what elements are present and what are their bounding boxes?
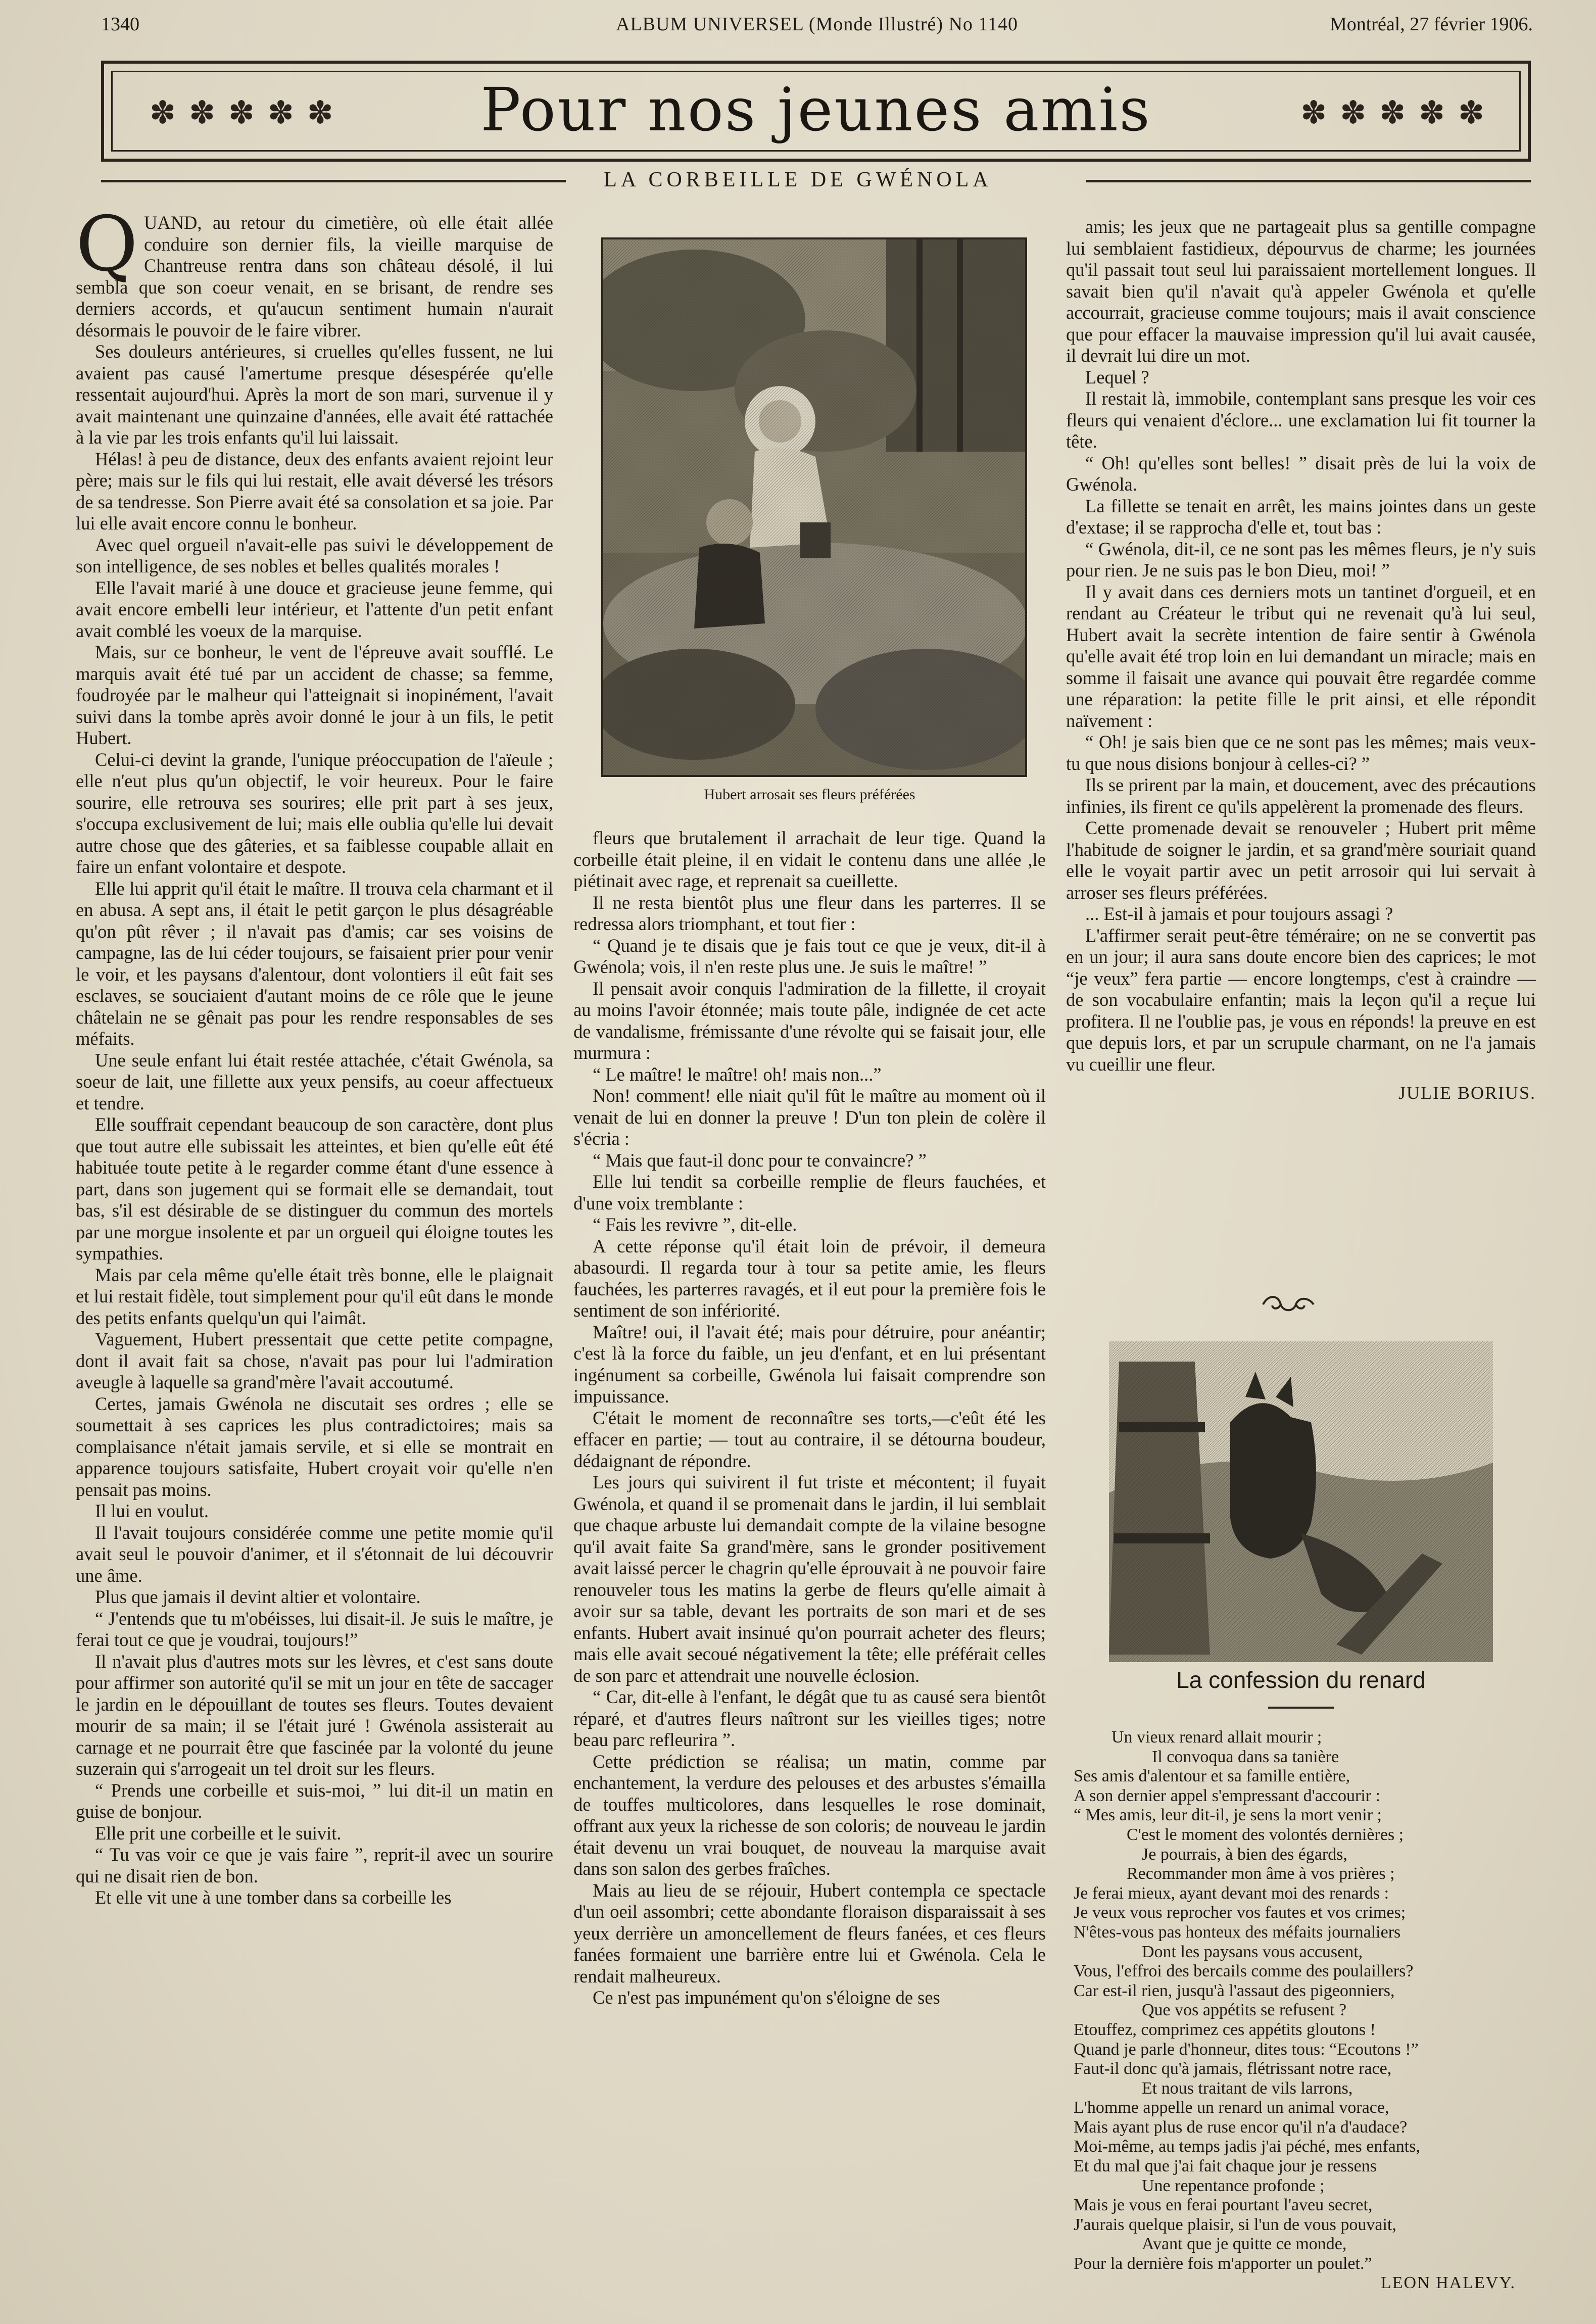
illustration-fox [1109, 1341, 1493, 1662]
story-paragraph: amis; les jeux que ne partageait plus sa gentille compagne lui semblaient fastidieux, dépourvus de charme; les journées qu'il passait tout seul lui paraissaient mortellement longues. Il savait bien qu'il n'avait qu'à appeler Gwénola et qu'elle accourrait, gracieuse comme toujours; mais il avait conscience que pour effacer la mauvaise impression qu'il lui avait causée, il devrait lui dire un mot. [1066, 216, 1536, 366]
poem-line: L'homme appelle un renard un animal vorace, [1074, 2098, 1389, 2117]
poem-line: Et du mal que j'ai fait chaque jour je ressens [1074, 2157, 1377, 2176]
poem-line: Avant que je quitte ce monde, [1142, 2235, 1347, 2254]
poem-line: Mais ayant plus de ruse encor qu'il n'a d'audace? [1074, 2117, 1408, 2137]
story-paragraph: Mais au lieu de se réjouir, Hubert contempla ce spectacle d'un oeil assombri; cette abondante floraison disparaissait à ses yeux derrière un amoncellement de fleurs fanées, et ces fleurs fanées formaient une barrière entre lui et Gwénola. Cela le rendait malheureux. [573, 1879, 1046, 1987]
poem-title: La confession du renard [1176, 1667, 1426, 1693]
story-paragraph: Il n'avait plus d'autres mots sur les lèvres, et c'est sans doute pour affirmer son autorité qu'il se mit un jour en tête de saccager le jardin en le dépouillant de toutes ses fleurs. Toutes devaient mourir de sa main; il se l'était juré ! Gwénola assisterait au carnage et ne pourrait être que fascinée par la volonté du jeune suzerain qui s'arrogeait un tel droit sur les fleurs. [76, 1651, 553, 1779]
engraving-fox [1109, 1341, 1493, 1662]
fleuron-ornament-left: ✽✽✽✽✽ [150, 94, 347, 131]
story-paragraph: Il restait là, immobile, contemplant sans presque les voir ces fleurs qui venaient d'éclore... une exclamation lui fit tourner la tête. [1066, 388, 1536, 452]
poem-signature: LEON HALEVY. [1380, 2273, 1516, 2292]
story-column-1 [76, 201, 553, 2309]
story-paragraph: ... Est-il à jamais et pour toujours assagi ? [1085, 903, 1393, 924]
title-banner [101, 61, 1531, 162]
story-paragraph: Elle lui tendit sa corbeille remplie de fleurs fauchées, et d'une voix tremblante : [573, 1171, 1046, 1214]
story-signature: JULIE BORIUS. [1398, 1083, 1536, 1103]
story-paragraph: “ Gwénola, dit-il, ce ne sont pas les mêmes fleurs, je n'y suis pour rien. Je ne suis pas le bon Dieu, moi! ” [1066, 538, 1536, 580]
story-paragraph: Mais, sur ce bonheur, le vent de l'épreuve avait soufflé. Le marquis avait été tué par un accident de chasse; sa femme, foudroyée par le malheur qui l'atteignait si inopinément, l'avait suivi dans la tombe après avoir donné le jour à un fils, le petit Hubert. [76, 642, 553, 748]
poem-line: Il convoqua dans sa tanière [1152, 1747, 1339, 1766]
drop-cap: Q [76, 201, 138, 288]
story-paragraph: “ Le maître! le maître! oh! mais non...” [593, 1063, 882, 1085]
poem-line: Vous, l'effroi des bercails comme des poulaillers? [1074, 1962, 1414, 1981]
poem-line: C'est le moment des volontés dernières ; [1127, 1825, 1404, 1844]
poem-line: Un vieux renard allait mourir ; [1111, 1728, 1322, 1747]
story-paragraph: Lequel ? [1085, 366, 1149, 388]
story-paragraph: Elle souffrait cependant beaucoup de son caractère, dont plus que tout autre elle subissait les atteintes, et bien qu'elle eût été habituée toute petite à le regarder comme étant d'une essence à part, dans son jugement qui se formait elle se demandait, tout bas, s'il est désirable de se distinguer du commun des mortels par une morgue insolente et par un orgueil qui éloigne toutes les sympathies. [76, 1114, 553, 1264]
page-number: 1340 [101, 14, 139, 35]
fleuron-ornament-right: ✽✽✽✽✽ [1300, 94, 1497, 131]
poem-line: A son dernier appel s'empressant d'accourir : [1074, 1786, 1381, 1805]
story-paragraph: Cette prédiction se réalisa; un matin, comme par enchantement, la verdure des pelouses et des arbustes s'émailla de touffes multicolores, dans lesquelles le rose dominait, offrant aux yeux la richesse de son coloris; de nouveau le jardin était devenu un vrai bouquet, de nouveau la marquise avait dans son salon des gerbes fraîches. [573, 1751, 1046, 1879]
story-paragraph [76, 201, 553, 341]
story-paragraph: Mais par cela même qu'elle était très bonne, elle le plaignait et lui restait fidèle, tout simplement pour qu'il eût dans le monde des petits enfants quelqu'un qui l'aimât. [76, 1264, 553, 1328]
flourish-ornament [1258, 1294, 1319, 1315]
story-paragraph: Une seule enfant lui était restée attachée, c'était Gwénola, sa soeur de lait, une fillette aux yeux pensifs, au coeur affectueux et tendre. [76, 1049, 553, 1113]
journal-title: ALBUM UNIVERSEL (Monde Illustré) No 1140 [615, 14, 1019, 35]
story-paragraph: Il lui en voulut. [95, 1500, 209, 1521]
story-paragraph: Vaguement, Hubert pressentait que cette petite compagne, dont il avait fait sa chose, n'avait pas pour lui l'admiration aveugle à laquelle sa grand'mère l'avait accoutumé. [76, 1329, 553, 1392]
poem-line: Car est-il rien, jusqu'à l'assaut des pigeonniers, [1074, 1981, 1395, 2000]
poem-line: “ Mes amis, leur dit-il, je sens la mort venir ; [1074, 1806, 1382, 1825]
illustration-children-garden [601, 237, 1027, 777]
paragraph-text: UAND, au retour du cimetière, où elle était allée conduire son dernier fils, la vieille marquise de Chantreuse rentra dans son château désolé, il lui sembla que son coeur venait, en se brisant, de rendre ses derniers accords, et qu'aucun sentiment humain n'aurait désormais le pouvoir de le faire vibrer. [76, 212, 553, 341]
story-paragraph: “ J'entends que tu m'obéisses, lui disait-il. Je suis le maître, je ferai tout ce que je voudrai, toujours!” [76, 1608, 553, 1650]
subtitle-rule-right [1086, 180, 1531, 182]
story-paragraph: “ Quand je te disais que je fais tout ce que je veux, dit-il à Gwénola; vois, il n'en reste plus une. Je suis le maître! ” [573, 935, 1046, 977]
story-paragraph: Il l'avait toujours considérée comme une petite momie qu'il avait seul le pouvoir d'animer, et il s'étonnait de lui découvrir une âme. [76, 1522, 553, 1586]
story-paragraph: Il pensait avoir conquis l'admiration de la fillette, il croyait au moins l'avoir étonnée; mais toute pâle, indignée de cet acte de vandalisme, frémissante d'une révolte qui se faisait jour, elle murmura : [573, 978, 1046, 1063]
engraving-garden [603, 239, 1025, 775]
story-paragraph: Ce n'est pas impunément qu'on s'éloigne de ses [593, 1987, 940, 2008]
poem-line: Ses amis d'alentour et sa famille entière, [1074, 1767, 1350, 1786]
poem-body [1066, 1728, 1536, 2292]
poem-line: Mais je vous en ferai pourtant l'aveu secret, [1074, 2196, 1373, 2215]
illustration-caption: Hubert arrosait ses fleurs préférées [704, 786, 915, 803]
story-paragraph: Ses douleurs antérieures, si cruelles qu'elles fussent, ne lui avaient pas causé l'amertume presque désespérée qu'elle ressentait aujourd'hui. Après la mort de son mari, survenue il y avait maintenant une quinzaine d'années, elle avait été rattachée à la vie par les trois enfants qu'il lui laissait. [76, 341, 553, 448]
story-paragraph: “ Mais que faut-il donc pour te convaincre? ” [593, 1149, 927, 1171]
poem-title-rule [1268, 1707, 1334, 1709]
story-paragraph: “ Oh! qu'elles sont belles! ” disait près de lui la voix de Gwénola. [1066, 452, 1536, 495]
story-column-3 [1066, 216, 1536, 1292]
story-paragraph: La fillette se tenait en arrêt, les mains jointes dans un geste d'extase; il se rapprocha d'elle et, tout bas : [1066, 495, 1536, 538]
story-column-2 [573, 828, 1046, 2310]
poem-line: Faut-il donc qu'à jamais, flétrissant notre race, [1074, 2059, 1392, 2078]
story-paragraph: Non! comment! elle niait qu'il fût le maître au moment où il venait de lui en donner la preuve ! D'un ton plein de colère il s'écria : [573, 1085, 1046, 1149]
story-paragraph: “ Car, dit-elle à l'enfant, le dégât que tu as causé sera bientôt réparé, et d'autres fleurs naîtront sur les vieilles tiges; notre beau parc refleurira ”. [573, 1686, 1046, 1750]
poem-line: Etouffez, comprimez ces appétits gloutons ! [1074, 2020, 1376, 2039]
story-title: LA CORBEILLE DE GWÉNOLA [604, 168, 992, 191]
story-paragraph: “ Prends une corbeille et suis-moi, ” lui dit-il un matin en guise de bonjour. [76, 1779, 553, 1822]
story-paragraph: Elle prit une corbeille et le suivit. [95, 1822, 342, 1844]
poem-line: N'êtes-vous pas honteux des méfaits journaliers [1074, 1922, 1401, 1942]
story-paragraph: Elle lui apprit qu'il était le maître. Il trouva cela charmant et il en abusa. A sept ans, il était le petit garçon le plus désagréable qu'on pût rêver ; il n'avait pas d'amis; car ses voisins de campagne, las de lui céder toujours, se faisaient prier pour venir le voir, et les paysans d'alentour, dont volontiers il eût fait ses esclaves, se souciaient d'autant moins de ce rôle que le jeune châtelain ne se gênait pas pour les rendre responsables de ses méfaits. [76, 878, 553, 1049]
running-header [101, 9, 1533, 39]
story-paragraph: “ Fais les revivre ”, dit-elle. [593, 1214, 797, 1235]
story-paragraph: Hélas! à peu de distance, deux des enfants avaient rejoint leur père; mais sur le fils qui lui restait, elle avait déversé les trésors de sa tendresse. Son Pierre avait été sa consolation et sa joie. Par lui elle avait encore connu le bonheur. [76, 448, 553, 534]
story-paragraph: Ils se prirent par la main, et doucement, avec des précautions infinies, ils firent ce qu'ils appelèrent la promenade des fleurs. [1066, 774, 1536, 817]
poem-line: Je veux vous reprocher vos fautes et vos crimes; [1074, 1903, 1406, 1922]
story-paragraph: fleurs que brutalement il arrachait de leur tige. Quand la corbeille était pleine, il en vidait le contenu dans une allée ,le piétinait avec rage, et reprenait sa cueillette. [573, 828, 1046, 891]
poem-line: Moi-même, au temps jadis j'ai péché, mes enfants, [1074, 2137, 1420, 2156]
poem-line: Je pourrais, à bien des égards, [1142, 1845, 1347, 1864]
poem-line: Et nous traitant de vils larrons, [1142, 2078, 1353, 2098]
story-paragraph: Celui-ci devint la grande, l'unique préoccupation de l'aïeule ; elle n'eut plus qu'un objectif, le voir heureux. Pour le faire sourire, elle retrouva ses sourires; elle prit part à ses jeux, s'occupa exclusivement de lui; mais elle oublia qu'elle lui devait autre chose que des gâteries, et sa faiblesse coupable allait en faire un enfant volontaire et despote. [76, 749, 553, 877]
issue-date: Montréal, 27 février 1906. [1329, 14, 1533, 35]
poem-line: Une repentance profonde ; [1142, 2176, 1325, 2195]
story-paragraph: A cette réponse qu'il était loin de prévoir, il demeura abasourdi. Il regarda tour à tour sa petite amie, les fleurs fauchées, les parterres ravagés, et il eut pour la première fois le sentiment de son infériorité. [573, 1235, 1046, 1321]
story-paragraph: Plus que jamais il devint altier et volontaire. [95, 1586, 421, 1607]
story-paragraph: Elle l'avait marié à une douce et gracieuse jeune femme, qui avait encore embelli leur intérieur, et l'attente d'un petit enfant avait comblé les voeux de la marquise. [76, 577, 553, 641]
story-paragraph: L'affirmer serait peut-être téméraire; on ne se convertit pas en un jour; il aura sans doute encore bien des caprices; le mot “je veux” fera partie — encore longtemps, c'est à craindre — de son vocabulaire enfantin; mais la leçon qu'il a reçue lui profitera. Il ne l'oublie pas, je vous en réponds! la preuve en est que depuis lors, et par un scrupule charmant, on ne l'a jamais vu cueillir une fleur. [1066, 925, 1536, 1075]
story-paragraph: Et elle vit une à une tomber dans sa corbeille les [95, 1887, 452, 1908]
poem-line: Quand je parle d'honneur, dites tous: “Ecoutons !” [1074, 2040, 1419, 2059]
poem-line: Dont les paysans vous accusent, [1142, 1942, 1363, 1961]
story-paragraph: C'était le moment de reconnaître ses torts,—c'eût été les effacer en partie; — tout au contraire, il se détourna boudeur, dédaignant de répondre. [573, 1407, 1046, 1471]
story-paragraph: Avec quel orgueil n'avait-elle pas suivi le développement de son intelligence, de ses nobles et belles qualités morales ! [76, 534, 553, 576]
poem-line: Que vos appétits se refusent ? [1142, 2001, 1347, 2020]
story-paragraph: Il y avait dans ces derniers mots un tantinet d'orgueil, et en rendant au Créateur le tribut qui ne revenait qu'à lui seul, Hubert avait la secrète intention de faire sentir à Gwénola qu'elle avait été trop loin en lui demandant un miracle; mais en somme il faisait une avance qui pouvait être regardée comme une réparation: la petite fille le prit ainsi, et elle répondit naïvement : [1066, 581, 1536, 731]
poem-line: J'aurais quelque plaisir, si l'un de vous pouvait, [1074, 2215, 1396, 2234]
story-paragraph: “ Tu vas voir ce que je vais faire ”, reprit-il avec un sourire qui ne disait rien de bon. [76, 1844, 553, 1886]
poem-line: Je ferai mieux, ayant devant moi des renards : [1074, 1883, 1389, 1903]
story-paragraph: Les jours qui suivirent il fut triste et mécontent; il fuyait Gwénola, et quand il se promenait dans le jardin, il lui semblait que chaque arbuste lui demandait compte de la vilaine besogne qu'il avait faite Sa grand'mère, sans le gronder positivement avait laissé percer le chagrin qu'elle éprouvait à ne pouvoir faire renouveler tous les matins la gerbe de fleurs qu'elle aimait à avoir sur sa table, devant les portraits de son mari et de ses enfants. Hubert avait insinué qu'on pourrait acheter des fleurs; mais elle avait secoué négativement la tête; elle préférait celles de son parc et attendrait une nouvelle éclosion. [573, 1472, 1046, 1686]
poem-line: Recommander mon âme à vos prières ; [1127, 1864, 1395, 1883]
story-paragraph: Certes, jamais Gwénola ne discutait ses ordres ; elle se soumettait à ses caprices les plus contradictoires; mais sa complaisance n'était jamais servile, et si elle se montrait en apparence toujours satisfaite, Hubert croyait voir qu'elle n'en pensait pas moins. [76, 1393, 553, 1500]
story-paragraph: Cette promenade devait se renouveler ; Hubert prit même l'habitude de soigner le jardin, et sa grand'mère souriait quand elle le voyait partir avec un petit arrosoir qui lui servait à arroser ses fleurs préférées. [1066, 817, 1536, 903]
story-paragraph: “ Oh! je sais bien que ce ne sont pas les mêmes; mais veux-tu que nous disions bonjour à celles-ci? ” [1066, 732, 1536, 774]
story-paragraph: Maître! oui, il l'avait été; mais pour détruire, pour anéantir; c'est là la force du faible, un jeu d'enfant, et en lui présentant ingénument sa corbeille, Gwénola lui faisait comprendre son impuissance. [573, 1321, 1046, 1407]
section-title: Pour nos jeunes amis [480, 75, 1151, 144]
poem-line: Pour la dernière fois m'apporter un poulet.” [1074, 2254, 1372, 2273]
story-paragraph: Il ne resta bientôt plus une fleur dans les parterres. Il se redressa alors triomphant, et tout fier : [573, 892, 1046, 934]
